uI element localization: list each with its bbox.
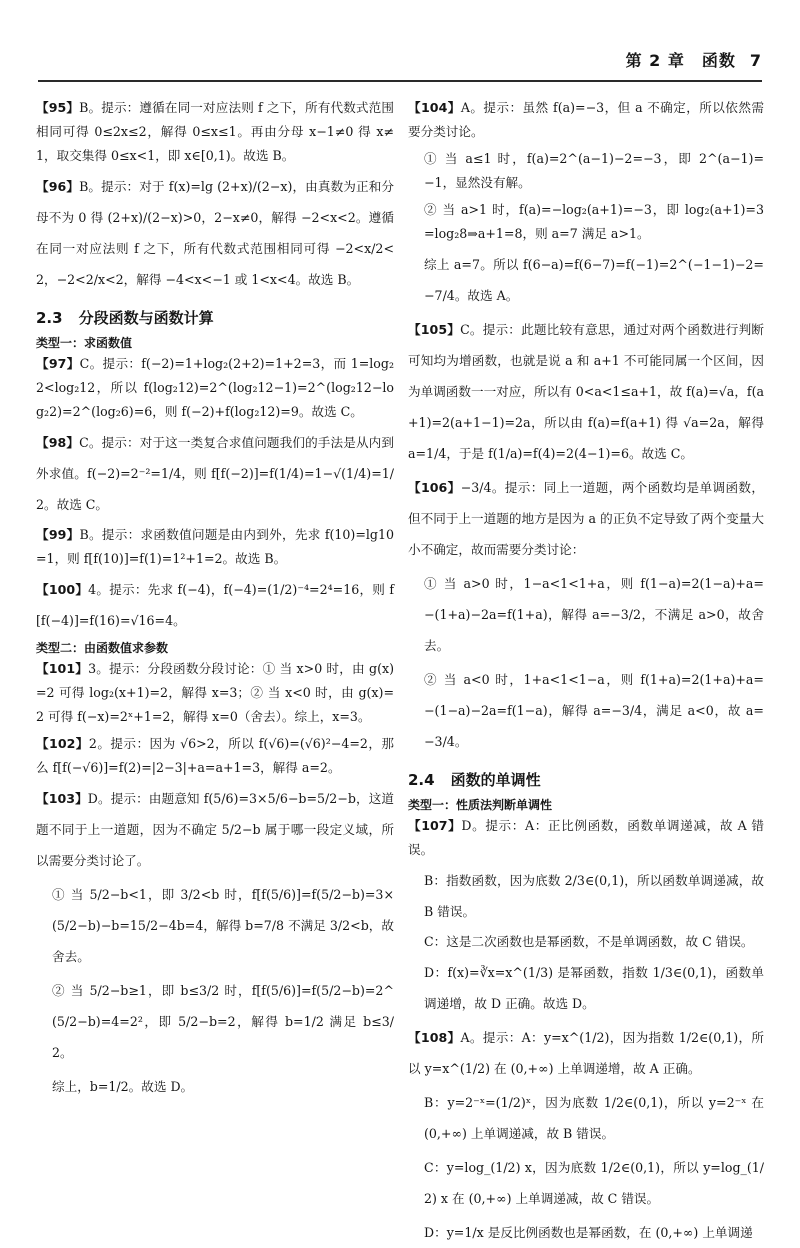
solution-paragraph <box>408 957 764 1019</box>
problem-solution <box>36 783 394 876</box>
solution-text: A。提示：虽然 f(a)=−3，但 a 不确定，所以依然需要分类讨论。 <box>408 100 764 139</box>
right-column <box>408 96 765 1240</box>
problem-solution <box>36 574 394 636</box>
solution-text: A。提示：A：y=x^(1/2)，因为指数 1/2∈(0,1)，所以 y=x^(1/2) 在 (0,+∞) 上单调递增，故 A 正确。 <box>408 1030 764 1076</box>
problem-solution <box>408 314 764 469</box>
solution-text: C。提示：对于这一类复合求值问题我们的手法是从内到外求值。f(−2)=2⁻²=1/4，则 f[f(−2)]=f(1/4)=1−√(1/4)=1/2。故选 C。 <box>36 435 394 512</box>
problem-number: 【108】 <box>408 1030 461 1045</box>
solution-text: B：y=2⁻ˣ=(1/2)ˣ，因为底数 1/2∈(0,1)，所以 y=2⁻ˣ 在 (0,+∞) 上单调递减，故 B 错误。 <box>424 1095 764 1141</box>
solution-text: D。提示：由题意知 f(5/6)=3×5/6−b=5/2−b，这道题不同于上一道题，因为不确定 5/2−b 属于哪一段定义域，所以需要分类讨论了。 <box>36 791 394 868</box>
left-column <box>36 96 394 1103</box>
problem-type-heading: 类型一：求函数值 <box>36 336 133 350</box>
problem-number: 【99】 <box>36 527 80 542</box>
problem-number: 【96】 <box>36 179 80 194</box>
problem-solution <box>36 427 394 520</box>
section-title: 函数的单调性 <box>450 771 541 789</box>
problem-solution <box>408 96 764 144</box>
problem-solution <box>36 657 394 729</box>
solution-paragraph <box>36 1071 394 1102</box>
problem-number: 【107】 <box>408 818 462 833</box>
solution-text: B。提示：遵循在同一对应法则 f 之下，所有代数式范围相同可得 0≤2x≤2，解得 0≤x≤1。再由分母 x−1≠0 得 x≠1，取交集得 0≤x<1，即 x∈[0,1)。故选 B。 <box>36 100 394 163</box>
solution-text: ① 当 a≤1 时，f(a)=2^(a−1)−2=−3，即 2^(a−1)=−1，显然没有解。 <box>424 151 764 190</box>
problem-solution <box>36 171 394 295</box>
problem-number: 【101】 <box>36 661 89 676</box>
problem-solution <box>36 523 394 571</box>
problem-number: 【105】 <box>408 322 461 337</box>
solution-paragraph <box>408 865 764 927</box>
problem-number: 【103】 <box>36 791 88 806</box>
solution-text: ① 当 5/2−b<1，即 3/2<b 时，f[f(5/6)]=f(5/2−b)=3×(5/2−b)−b=15/2−4b=4，解得 b=7/8 不满足 3/2<b，故舍去。 <box>52 887 394 964</box>
section-number: 2.4 <box>408 771 435 789</box>
solution-paragraph <box>408 198 764 246</box>
solution-paragraph <box>408 147 764 195</box>
page-number: 7 <box>749 51 762 70</box>
solution-text: 综上，b=1/2。故选 D。 <box>52 1079 194 1094</box>
problem-number: 【98】 <box>36 435 80 450</box>
section-title: 分段函数与函数计算 <box>78 309 214 327</box>
solution-text: C。提示：此题比较有意思，通过对两个函数进行判断可知均为增函数，也就是说 a 和 a+1 不可能同属一个区间，因为单调函数一一对应，所以有 0<a<1≤a+1，故 f(a)=√a，f(a+1)=2(a+1−1)=2a，所以由 f(a)=f(a+1) 得 √a=2a，解得 a=1/4，于是 f(1/a)=f(4)=2(4−1)=6。故选 C。 <box>408 322 764 461</box>
solution-paragraph <box>408 568 764 661</box>
solution-text: −3/4。提示：同上一道题，两个函数均是单调函数，但不同于上一道题的地方是因为 a 的正负不定导致了两个变量大小不确定，故而需要分类讨论： <box>408 480 764 557</box>
problem-solution <box>36 732 394 780</box>
problem-type-heading: 类型二：由函数值求参数 <box>36 641 169 655</box>
solution-paragraph <box>408 1217 764 1248</box>
problem-solution <box>36 352 394 424</box>
section-heading <box>408 769 764 790</box>
problem-type-heading: 类型一：性质法判断单调性 <box>408 798 553 812</box>
solution-paragraph <box>408 1087 764 1149</box>
solution-text: B。提示：求函数值问题是由内到外，先求 f(10)=lg10=1，则 f[f(10)]=f(1)=1²+1=2。故选 B。 <box>36 527 395 566</box>
problem-number: 【106】 <box>408 480 461 495</box>
solution-text: B：指数函数，因为底数 2/3∈(0,1)，所以函数单调递减，故 B 错误。 <box>424 873 764 919</box>
section-heading <box>36 307 394 328</box>
solution-text: D：y=1/x 是反比例函数也是幂函数，在 (0,+∞) 上单调递 <box>424 1225 753 1240</box>
problem-number: 【104】 <box>408 100 461 115</box>
solution-text: ② 当 5/2−b≥1，即 b≤3/2 时，f[f(5/6)]=f(5/2−b)=2^(5/2−b)=4=2²，即 5/2−b=2，解得 b=1/2 满足 b≤3/2。 <box>52 983 394 1060</box>
problem-number: 【100】 <box>36 582 89 597</box>
solution-text: C。提示：f(−2)=1+log₂(2+2)=1+2=3，而 1=log₂2<log₂12，所以 f(log₂12)=2^(log₂12−1)=2^(log₂12−log₂2)=2^(log₂6)=6，则 f(−2)+f(log₂12)=9。故选 C。 <box>36 356 394 419</box>
solution-text: ① 当 a>0 时，1−a<1<1+a，则 f(1−a)=2(1−a)+a=−(1+a)−2a=f(1+a)，解得 a=−3/2，不满足 a>0，故舍去。 <box>424 576 764 653</box>
problem-solution <box>408 814 764 862</box>
solution-text: D：f(x)=∛x=x^(1/3) 是幂函数，指数 1/3∈(0,1)，函数单调递增，故 D 正确。故选 D。 <box>424 965 764 1011</box>
problem-solution <box>36 96 394 168</box>
solution-paragraph <box>408 1152 764 1214</box>
solution-paragraph <box>408 930 764 954</box>
page-header <box>626 48 762 71</box>
solution-text: ② 当 a>1 时，f(a)=−log₂(a+1)=−3，即 log₂(a+1)=3=log₂8⇒a+1=8，则 a=7 满足 a>1。 <box>424 202 764 241</box>
header-rule <box>38 80 762 82</box>
problem-number: 【102】 <box>36 736 89 751</box>
solution-text: 综上 a=7。所以 f(6−a)=f(6−7)=f(−1)=2^(−1−1)−2=−7/4。故选 A。 <box>424 257 764 303</box>
problem-solution <box>408 1022 764 1084</box>
solution-text: 3。提示：分段函数分段讨论：① 当 x>0 时，由 g(x)=2 可得 log₂(x+1)=2，解得 x=3；② 当 x<0 时，由 g(x)=2 可得 f(−x)=2ˣ+1=2，解得 x=0（舍去）。综上，x=3。 <box>36 661 394 724</box>
chapter-title: 第 2 章 函数 <box>625 51 736 70</box>
solution-paragraph <box>36 879 394 972</box>
problem-solution <box>408 472 764 565</box>
solution-text: C：y=log_(1/2) x，因为底数 1/2∈(0,1)，所以 y=log_(1/2) x 在 (0,+∞) 上单调递减，故 C 错误。 <box>424 1160 764 1206</box>
solution-paragraph <box>36 975 394 1068</box>
solution-paragraph <box>408 664 764 757</box>
solution-text: C：这是二次函数也是幂函数，不是单调函数，故 C 错误。 <box>424 934 754 949</box>
solution-text: D。提示：A：正比例函数，函数单调递减，故 A 错误。 <box>408 818 765 857</box>
solution-text: ② 当 a<0 时，1+a<1<1−a，则 f(1+a)=2(1+a)+a=−(1−a)−2a=f(1−a)，解得 a=−3/4，满足 a<0，故 a=−3/4。 <box>424 672 764 749</box>
solution-text: 2。提示：因为 √6>2，所以 f(√6)=(√6)²−4=2，那么 f[f(−√6)]=f(2)=|2−3|+a=a+1=3，解得 a=2。 <box>36 736 394 775</box>
problem-number: 【97】 <box>36 356 80 371</box>
solution-text: 4。提示：先求 f(−4)，f(−4)=(1/2)⁻⁴=2⁴=16，则 f[f(−4)]=f(16)=√16=4。 <box>36 582 394 628</box>
problem-number: 【95】 <box>36 100 80 115</box>
solution-paragraph <box>408 249 764 311</box>
section-number: 2.3 <box>36 309 63 327</box>
solution-text: B。提示：对于 f(x)=lg (2+x)/(2−x)，由真数为正和分母不为 0 得 (2+x)/(2−x)>0，2−x≠0，解得 −2<x<2。遵循在同一对应法则 f 之下，所有代数式范围相同可得 −2<x/2<2，−2<2/x<2，解得 −4<x<−1 或 1<x<4。故选 B。 <box>36 179 394 287</box>
